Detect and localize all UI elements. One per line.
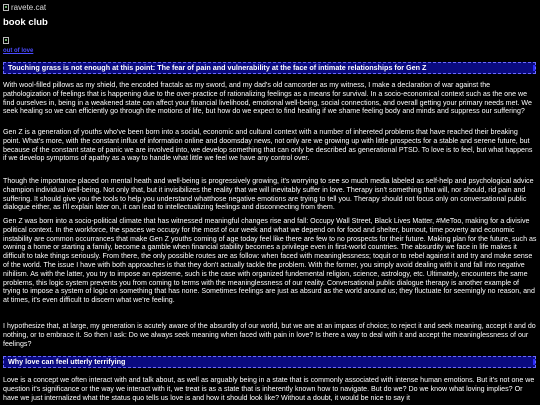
site-brand[interactable]: ravete.cat (11, 2, 47, 12)
paragraph: I hypothesize that, at large, my generation is acutely aware of the absurdity of our world, but we are at an impass of choice; to reject it and seek meaning, accept it and do nothing, or to embrace it. So then I ask: Do we always seek meaning when faced with pain in love? Is there a way to deal with it and accept the meaninglessness of our feelings? (3, 322, 536, 348)
broken-image-icon (3, 4, 9, 11)
heading-marker (533, 65, 536, 71)
category-link[interactable]: out of love (3, 48, 34, 54)
paragraph: With wool-filled pillows as my shield, the encoded fractals as my sword, and my dad's old camcorder as my witness, I make a declaration of war against the pathologization of feelings that is happening due to the over-practice of rationalizing feelings as a means for survival. In a socio-economical context such as the one we find ourselves in, being in a weakened state can affect your financial livelihood, emotional well-being, social connections, and overall getting your primary needs met. We seek healing so we can efficiently go through the motions of life, but how do we expect to find healing if we shame feeling body and minds and suppress our suffering? (3, 81, 532, 116)
section-heading: Why love can feel utterly terrifying (8, 357, 126, 366)
paragraph: Gen Z was born into a socio-political climate that has witnessed meaningful changes rise and fall: Occupy Wall Street, Black Lives Matter, #MeToo, making for a divisive political context. In the workforce, the spaces we occupy for the most of our week and what we depend on for food and shelter, burnout, time poverty and economic instability are common occurrances that make Gen Z youths coming of age today feel like there are few to no prospects for their future. Making plan for the future, such as owning a home or starting a family, become a gamble when financial stability becomes a privilege even in first-world countries. The absurdity we face in life makes it difficult to take things seriously. From there, the only possible routes are as follow: when faced with meaninglessness; toquit or to rebel against it and try and make sense of the world. The issue I have with both approaches is that they don't actually tackle the problem. With the former, you simply avoid dealing with it and fall into negative nihilism. As with the latter, you try to impose an episteme, such is the case with organized fundemental religion, science, astrology, etc. Ultimately, encounters the same problems, this logic system prevents you from coming to terms with the meaninglessness of our reality. Conversational public dialogue therapy is another example of trying to impose a system of logic on something that has none. Sometimes feelings are just as absurd as the world around us; they fluctuate for seemingly no reason, and at times, it's even difficult to discern what we're feeling. (3, 217, 537, 305)
paragraph: Love is a concept we often interact with and talk about, as well as arguably being in a state that is commonly associated with intense human emotions. But it's not one we question it's significance or the way we interact with it, we treat is as a state that is inherently known how to navigate. But do we? Do we know what loving implies? Or have we just internalized what the status quo tells us love is and how it should look like? Without a doubt, it would be nice to say it (3, 376, 535, 402)
page-title: book club (3, 17, 48, 28)
paragraph: Though the importance placed on mental heath and well-being is progressively growing, it's worrying to see so much media labeled as self-help and psychological advice champion individual well-being. Not only that, but it invisibilizes the reality that we will inevitably suffer in love. Therapy isn't something that will, nor should, rid pain and suffering. It should give you the tools to help you understand whatthose negative emotions are trying to tell you. Therapy should not focus only on conversational public dialogue either, as I'll explain later on, it can lead to intellectualizing feelings and disconnecting from them. (3, 177, 534, 212)
section-heading-bar (3, 62, 536, 74)
broken-image-icon (3, 37, 9, 44)
paragraph: Gen Z is a generation of youths who've been born into a social, economic and cultural context with a number of inhereted problems that have reached their breaking point. What's more, with the constant influx of information online and doomsday news, not only are we growing up with little prospects for a stable and serene future, but because of the constant state of panic we are involved into, we develop something that can only be described as generational PTSD. To love is to feel, but what happens if we develop symptoms of apathy as a way to handle what little we feel we have any control over. (3, 128, 533, 163)
site-header (3, 2, 46, 12)
heading-marker (533, 359, 536, 365)
section-heading: Touching grass is not enough at this point: The fear of pain and vulnerability at the face of intimate relationships for Gen Z (8, 63, 427, 72)
section-heading-bar (3, 356, 536, 368)
